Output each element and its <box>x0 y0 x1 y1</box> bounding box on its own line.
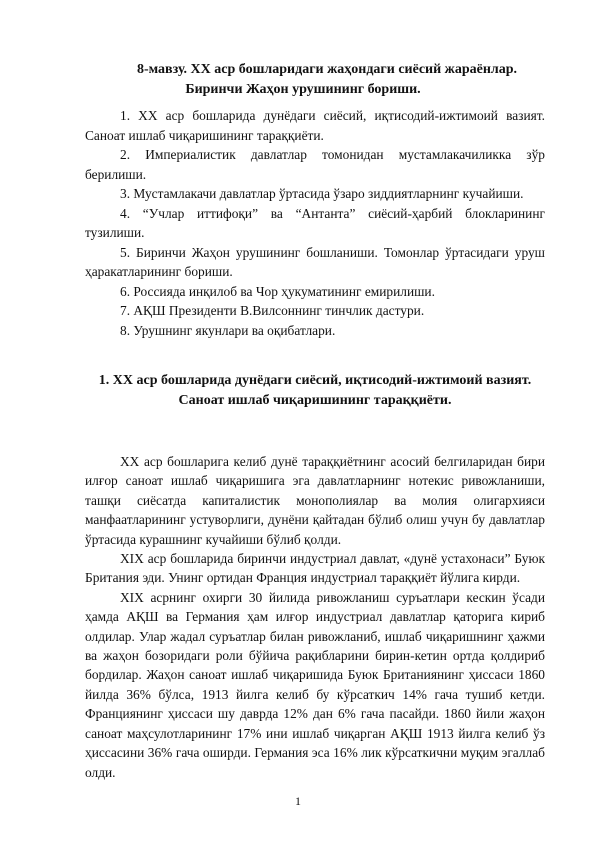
plan-item: 1. XX аср бошларида дунёдаги сиёсий, иқтисодий-ижтимоий вазият. Саноат ишлаб чиқаришининг тараққиёти. <box>85 108 545 143</box>
plan-item: 5. Биринчи Жаҳон урушининг бошланиши. Томонлар ўртасидаги уруш ҳаракатларининг бориши. <box>85 244 545 279</box>
section-body <box>85 452 545 782</box>
body-paragraph: XIX асрнинг охирги 30 йилида ривожланиш суръатлари кескин ўсади ҳамда АҚШ ва Германия ҳам илғор индустриал давлатлар қаторига кириб олдилар. Улар жадал суръатлар билан ривожланиб, ишлаб чиқаришнинг ҳажми ва жаҳон бозоридаги роли бўйича рақибларини бирин-кетин ортда қолдириб бордилар. Жаҳон саноат ишлаб чиқаришида Буюк Британиянинг ҳиссаси 1860 йилда 36% бўлса, 1913 йилга келиб бу кўрсаткич 14% гача тушиб кетди. Франциянинг ҳиссаси шу даврда 12% дан 6% гача пасайди. 1860 йили жаҳон саноат маҳсулотларининг 17% ини ишлаб чиқарган АҚШ 1913 йилга келиб ўз ҳиссасини 36% гача оширди. Германия эса 16% лик кўрсаткични муқим эгаллаб олди. <box>85 589 545 780</box>
plan-item: 3. Мустамлакачи давлатлар ўртасида ўзаро зиддиятларнинг кучайиши. <box>120 186 524 201</box>
plan-item: 6. Россияда инқилоб ва Чор ҳукуматининг емирилиши. <box>120 283 435 299</box>
plan-item: 8. Урушнинг якунлари ва оқибатлари. <box>120 322 336 338</box>
topic-title: 8-мавзу. XX аср бошларидаги жаҳондаги сиёсий жараёнлар. <box>136 62 518 77</box>
page-number: 1 <box>295 794 301 808</box>
topic-plan-list <box>85 106 545 340</box>
section-heading: 1. XX аср бошларида дунёдаги сиёсий, иқтисодий-ижтимоий вазият. Саноат ишлаб чиқаришининг тараққиёти. <box>98 373 532 408</box>
plan-item: 4. “Учлар иттифоқи” ва “Антанта” сиёсий-ҳарбий блокларининг тузилиши. <box>85 205 545 240</box>
topic-subtitle: Биринчи Жаҳон урушининг бориши. <box>185 82 421 97</box>
plan-item: 7. АҚШ Президенти В.Вилсоннинг тинчлик дастури. <box>120 303 425 318</box>
body-paragraph: XIX аср бошларида биринчи индустриал давлат, «дунё устахонаси” Буюк Британия эди. Унинг ортидан Франция индустриал тараққиёт йўлига кирди. <box>85 551 545 586</box>
body-paragraph: XX аср бошларига келиб дунё тараққиётнинг асосий белгиларидан бири илғор саноат ишлаб чиқаришига эга давлатларнинг нотекис ривожланиши, ташқи сиёсатда капиталистик монополиялар ва молия олигархияси манфаатларининг устуворлиги, дунёни қайтадан бўлиб олиш учун бу давлатлар ўртасида курашнинг кучайиши бўлиб қолди. <box>85 454 545 547</box>
plan-item: 2. Империалистик давлатлар томонидан мустамлакачиликка зўр берилиши. <box>85 147 545 182</box>
